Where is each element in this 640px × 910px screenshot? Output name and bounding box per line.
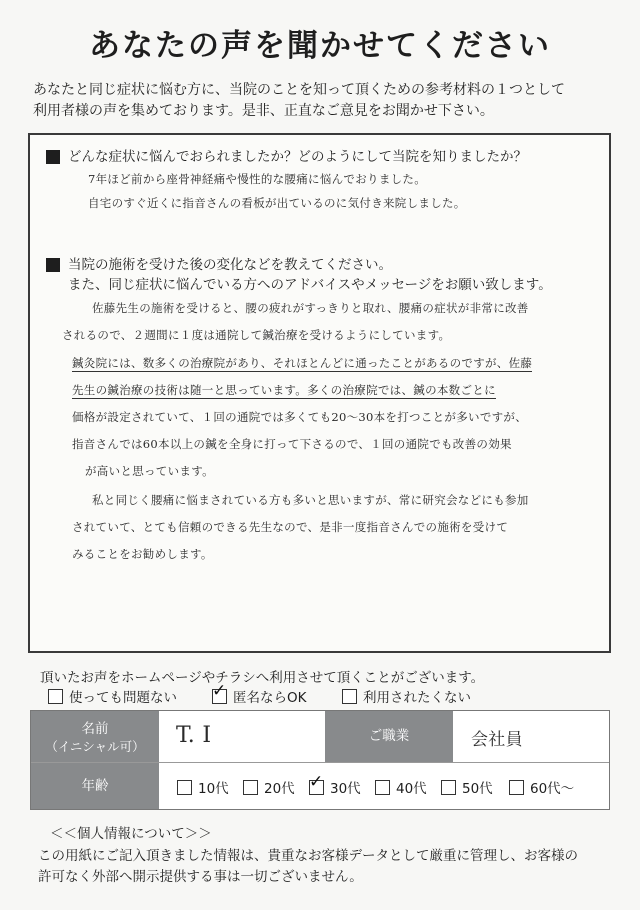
answer-2-line-9: されていて、とても信頼のできる先生なので、是非一度指音さんでの施術を受けて (72, 520, 509, 534)
answer-2-line-8: 私と同じく腰痛に悩まされている方も多いと思いますが、常に研究会などにも参加 (92, 493, 529, 507)
question-1 (68, 147, 527, 167)
checkbox[interactable] (48, 689, 63, 704)
age-option-50-label: 50代 (462, 781, 493, 797)
age-option-10[interactable] (177, 777, 229, 797)
consent-option-anonymous[interactable] (212, 680, 307, 706)
age-option-40[interactable] (375, 777, 427, 797)
consent-option-anonymous-label: 匿名ならOK (233, 690, 307, 706)
profile-table (30, 710, 610, 810)
age-label: 年齢 (31, 763, 159, 809)
checkbox-checked[interactable] (212, 680, 227, 704)
answer-2-line-4: 先生の鍼治療の技術は随一と思っています。多くの治療院では、鍼の本数ごとに (72, 383, 496, 397)
checkbox-checked[interactable] (309, 771, 324, 795)
age-option-60[interactable] (509, 777, 574, 797)
privacy-line-2: 許可なく外部へ開示提供する事は一切ございません。 (38, 869, 363, 885)
consent-question: 頂いたお声をホームページやチラシへ利用させて頂くことがございます。 (40, 670, 485, 686)
intro-text (33, 80, 623, 122)
checkbox[interactable] (375, 780, 390, 795)
question-2-line-2: また、同じ症状に悩んでいる方へのアドバイスやメッセージをお願い致します。 (68, 277, 552, 293)
privacy-line-1: この用紙にご記入頂きました情報は、貴重なお客様データとして厳重に管理し、お客様の (38, 848, 578, 864)
job-label: ご職業 (325, 711, 453, 762)
checkbox[interactable] (243, 780, 258, 795)
checkbox[interactable] (509, 780, 524, 795)
square-bullet-icon (46, 150, 60, 164)
checkbox[interactable] (441, 780, 456, 795)
intro-line-2: 利用者様の声を集めております。是非、正直なご意見をお聞かせ下さい。 (33, 103, 494, 119)
age-option-60-label: 60代～ (530, 781, 575, 797)
age-option-30[interactable] (309, 771, 361, 797)
consent-option-ok[interactable] (48, 686, 177, 706)
question-2 (68, 255, 552, 295)
consent-option-no[interactable] (342, 686, 471, 706)
age-option-30-label: 30代 (330, 781, 361, 797)
square-bullet-icon (46, 258, 60, 272)
check-mark-icon: ✓ (309, 771, 324, 792)
question-2-line-1: 当院の施術を受けた後の変化などを教えてください。 (68, 257, 392, 273)
age-option-20[interactable] (243, 777, 295, 797)
answer-2-line-2: されるので、２週間に１度は通院して鍼治療を受けるようにしています。 (62, 328, 451, 342)
page-title: あなたの声を聞かせてください (89, 28, 551, 64)
check-mark-icon: ✓ (212, 680, 227, 701)
name-label-sub: （イニシャル可） (45, 739, 145, 754)
answer-2-line-10: みることをお勧めします。 (72, 547, 213, 561)
answer-2-line-7: が高いと思っています。 (85, 464, 214, 478)
answer-1-line-1: 7年ほど前から座骨神経痛や慢性的な腰痛に悩んでおりました。 (88, 172, 427, 186)
intro-line-1: あなたと同じ症状に悩む方に、当院のことを知って頂くための参考材料の１つとして (33, 82, 565, 98)
answer-2-line-5: 価格が設定されていて、１回の通院では多くても20～30本を打つことが多いですが、 (72, 410, 528, 424)
age-option-20-label: 20代 (264, 781, 295, 797)
checkbox[interactable] (342, 689, 357, 704)
question-1-text: どんな症状に悩んでおられましたか？どのようにして当院を知りましたか？ (68, 149, 527, 165)
consent-option-no-label: 利用されたくない (363, 690, 471, 706)
age-option-10-label: 10代 (198, 781, 229, 797)
age-option-50[interactable] (441, 777, 493, 797)
answer-2-line-3: 鍼灸院には、数多くの治療院があり、それほとんどに通ったことがあるのですが、佐藤 (72, 356, 533, 370)
answer-2-line-1: 佐藤先生の施術を受けると、腰の疲れがすっきりと取れ、腰痛の症状が非常に改善 (92, 301, 529, 315)
age-option-40-label: 40代 (396, 781, 427, 797)
answer-1-line-2: 自宅のすぐ近くに指音さんの看板が出ているのに気付き来院しました。 (88, 196, 466, 210)
name-label-cell (31, 711, 159, 762)
job-value[interactable]: 会社員 (471, 730, 523, 750)
checkbox[interactable] (177, 780, 192, 795)
answer-2-line-6: 指音さんでは60本以上の鍼を全身に打って下さるので、１回の通院でも改善の効果 (72, 437, 512, 451)
name-value[interactable]: T. I (176, 723, 212, 748)
privacy-heading: ＜＜個人情報について＞＞ (50, 826, 212, 842)
answer-box (28, 133, 611, 653)
consent-option-ok-label: 使っても問題ない (69, 690, 177, 706)
name-label: 名前 (81, 721, 109, 737)
